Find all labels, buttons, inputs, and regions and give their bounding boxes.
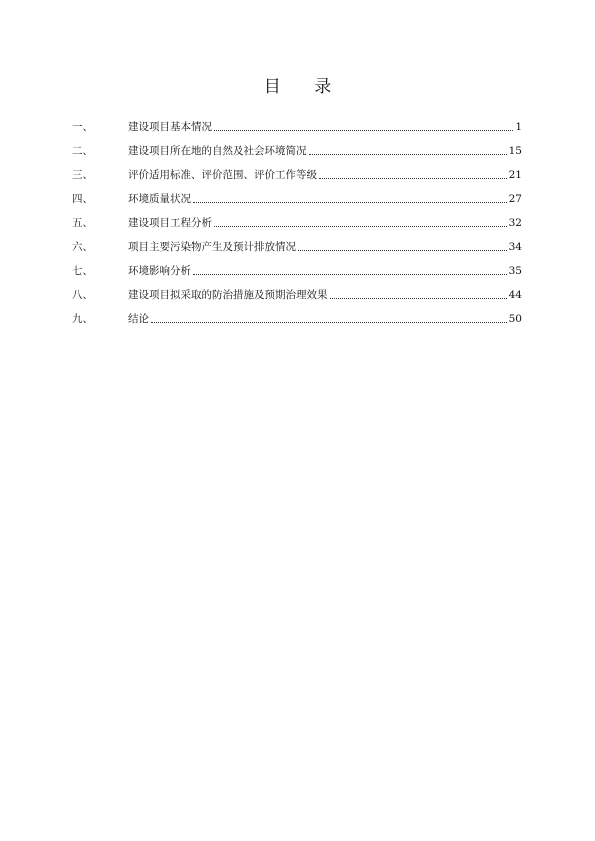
toc-entry[interactable]	[72, 134, 522, 158]
toc-entry[interactable]	[72, 230, 522, 254]
toc-entry-page: 44	[508, 289, 522, 301]
toc-entry-page: 32	[508, 217, 522, 229]
dot-leader	[214, 129, 513, 131]
toc-entry-number: 三、	[72, 169, 93, 181]
toc-title: 目 录	[263, 77, 346, 97]
toc-entry-number: 一、	[72, 121, 93, 133]
dot-leader	[298, 249, 507, 251]
toc-entry-page: 1	[515, 121, 522, 133]
toc-entry-label: 环境质量状况	[128, 193, 191, 205]
toc-entry-number: 七、	[72, 265, 93, 277]
dot-leader	[193, 201, 507, 203]
toc-entry[interactable]	[72, 278, 522, 302]
toc-entry[interactable]	[72, 302, 522, 326]
toc-entry-label: 建设项目所在地的自然及社会环境简况	[128, 145, 307, 157]
toc-entry-number: 八、	[72, 289, 93, 301]
toc-entry[interactable]	[72, 182, 522, 206]
toc-entry-number: 二、	[72, 145, 93, 157]
toc-entry-label: 建设项目拟采取的防治措施及预期治理效果	[128, 289, 328, 301]
toc-entry-number: 九、	[72, 313, 93, 325]
toc-entry-page: 50	[508, 313, 522, 325]
toc-entry-label: 结论	[128, 313, 149, 325]
dot-leader	[193, 273, 507, 275]
table-of-contents	[72, 110, 522, 326]
toc-entry[interactable]	[72, 110, 522, 134]
toc-entry-label: 评价适用标准、评价范围、评价工作等级	[128, 169, 317, 181]
dot-leader	[214, 225, 507, 227]
toc-entry-label: 环境影响分析	[128, 265, 191, 277]
dot-leader	[319, 177, 507, 179]
dot-leader	[330, 297, 507, 299]
toc-entry-page: 15	[508, 145, 522, 157]
toc-entry-page: 35	[508, 265, 522, 277]
toc-entry[interactable]	[72, 206, 522, 230]
toc-entry-number: 六、	[72, 241, 93, 253]
toc-entry-number: 五、	[72, 217, 93, 229]
toc-entry-label: 建设项目基本情况	[128, 121, 212, 133]
toc-entry-page: 21	[508, 169, 522, 181]
toc-entry-number: 四、	[72, 193, 93, 205]
toc-entry-page: 27	[508, 193, 522, 205]
toc-entry[interactable]	[72, 158, 522, 182]
toc-entry[interactable]	[72, 254, 522, 278]
toc-entry-label: 建设项目工程分析	[128, 217, 212, 229]
toc-entry-label: 项目主要污染物产生及预计排放情况	[128, 241, 296, 253]
dot-leader	[151, 321, 507, 323]
dot-leader	[309, 153, 507, 155]
toc-entry-page: 34	[508, 241, 522, 253]
